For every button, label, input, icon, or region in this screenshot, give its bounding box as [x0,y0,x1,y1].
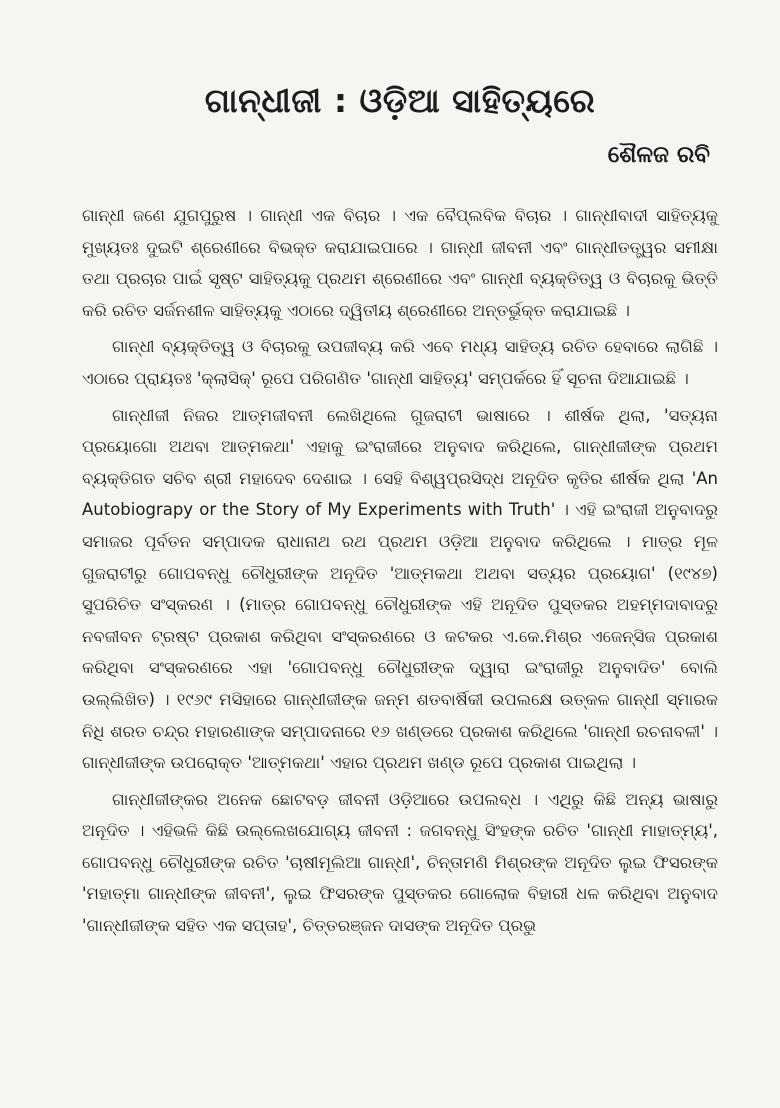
article-author: ଶୈଳଜ ରବି [607,142,710,168]
article-title: ଗାନ୍ଧୀଜୀ : ଓଡ଼ିଆ ସାହିତ୍ୟରେ [204,81,596,120]
paragraph: ଗାନ୍ଧୀ ଜଣେ ଯୁଗପୁରୁଷ । ଗାନ୍ଧୀ ଏକ ବିଚାର । ଏକ ବୈପ୍ଲବିକ ବିଚାର । ଗାନ୍ଧୀବାଦୀ ସାହିତ୍ୟକୁ ମୁଖ୍ୟତଃ ଦୁଇଟି ଶ୍ରେଣୀରେ ବିଭକ୍ତ କରାଯାଇପାରେ । ଗାନ୍ଧୀ ଜୀବନୀ ଏବଂ ଗାନ୍ଧୀତତ୍ତ୍ୱର ସମୀକ୍ଷା ତଥା ପ୍ରଚାର ପାଇଁ ସୃଷ୍ଟ ସାହିତ୍ୟକୁ ପ୍ରଥମ ଶ୍ରେଣୀରେ ଏବଂ ଗାନ୍ଧୀ ବ୍ୟକ୍ତିତ୍ୱ ଓ ବିଚାରକୁ ଭିତ୍ତି କରି ରଚିତ ସର୍ଜନଶୀଳ ସାହିତ୍ୟକୁ ଏଠାରେ ଦ୍ୱିତୀୟ ଶ୍ରେଣୀରେ ଅନ୍ତର୍ଭୁକ୍ତ କରାଯାଇଛି । [82,206,718,320]
paragraph: ଗାନ୍ଧୀ ବ୍ୟକ୍ତିତ୍ୱ ଓ ବିଚାରକୁ ଉପଜୀବ୍ୟ କରି ଏବେ ମଧ୍ୟ ସାହିତ୍ୟ ରଚିତ ହେବାରେ ଲାଗିଛି । ଏଠାରେ ପ୍ରାୟତଃ 'କ୍ଲାସିକ୍' ରୂପେ ପରିଗଣିତ 'ଗାନ୍ଧୀ ସାହିତ୍ୟ' ସମ୍ପର୍କରେ ହିଁ ସୂଚନା ଦିଆଯାଇଛି । [82,337,718,388]
paragraph: ଗାନ୍ଧୀଜୀଙ୍କର ଅନେକ ଛୋଟବଡ଼ ଜୀବନୀ ଓଡ଼ିଆରେ ଉପଲବ୍ଧ । ଏଥିରୁ କିଛି ଅନ୍ୟ ଭାଷାରୁ ଅନୂଦିତ । ଏହିଭଳି କିଛି ଉଲ୍ଲେଖଯୋଗ୍ୟ ଜୀବନୀ : ଜଗବନ୍ଧୁ ସିଂହଙ୍କ ରଚିତ 'ଗାନ୍ଧୀ ମାହାତ୍ମ୍ୟ', ଗୋପବନ୍ଧୁ ଚୌଧୁରୀଙ୍କ ରଚିତ 'ଚାଷୀମୂଲିଆ ଗାନ୍ଧୀ', ଚିନ୍ତାମଣି ମିଶ୍ରଙ୍କ ଅନୂଦିତ ଲୁଇ ଫିସରଙ୍କ 'ମହାତ୍ମା ଗାନ୍ଧୀଙ୍କ ଜୀବନୀ', ଲୁଇ ଫିସରଙ୍କ ପୁସ୍ତକର ଗୋଲୋକ ବିହାରୀ ଧଳ କରିଥିବା ଅନୁବାଦ 'ଗାନ୍ଧୀଜୀଙ୍କ ସହିତ ଏକ ସପ୍ତାହ', ଚିତ୍ତରଞ୍ଜନ ଦାସଙ୍କ ଅନୂଦିତ ପ୍ରଭୁ [82,789,718,936]
paragraph: ଗାନ୍ଧୀଜୀ ନିଜର ଆତ୍ମଜୀବନୀ ଲେଖିଥିଲେ ଗୁଜରାଟୀ ଭାଷାରେ । ଶୀର୍ଷକ ଥିଲା, 'ସତ୍ୟନା ପ୍ରୟୋଗୋ ଅଥବା ଆତ୍ମକଥା' ଏହାକୁ ଇଂରାଜୀରେ ଅନୁବାଦ କରିଥିଲେ, ଗାନ୍ଧୀଜୀଙ୍କ ପ୍ରଥମ ବ୍ୟକ୍ତିଗତ ସଚିବ ଶ୍ରୀ ମହାଦେବ ଦେଶାଇ । ସେହି ବିଶ୍ୱପ୍ରସିଦ୍ଧ ଅନୂଦିତ କୃତିର ଶୀର୍ଷକ ଥିଲା 'An Autobiograpy or the Story of My Experiments with Truth' । ଏହି ଇଂରାଜୀ ଅନୁବାଦରୁ ସମାଜର ପୂର୍ବତନ ସମ୍ପାଦକ ରାଧାନାଥ ରଥ ପ୍ରଥମ ଓଡ଼ିଆ ଅନୁବାଦ କରିଥିଲେ । ମାତ୍ର ମୂଳ ଗୁଜରାଟୀରୁ ଗୋପବନ୍ଧୁ ଚୌଧୁରୀଙ୍କ ଅନୂଦିତ 'ଆତ୍ମକଥା ଅଥବା ସତ୍ୟର ପ୍ରୟୋଗ' (୧୯୪୭) ସୁପରିଚିତ ସଂସ୍କରଣ । (ମାତ୍ର ଗୋପବନ୍ଧୁ ଚୌଧୁରୀଙ୍କ ଏହି ଅନୂଦିତ ପୁସ୍ତକର ଅହମ୍ମଦାବାଦରୁ ନବଜୀବନ ଟ୍ରଷ୍ଟ ପ୍ରକାଶ କରିଥିବା ସଂସ୍କରଣରେ ଓ କଟକର ଏ.କେ.ମିଶ୍ର ଏଜେନ୍ସିଜ ପ୍ରକାଶ କରିଥିବା ସଂସ୍କରଣରେ ଏହା 'ଗୋପବନ୍ଧୁ ଚୌଧୁରୀଙ୍କ ଦ୍ୱାରା ଇଂରାଜୀରୁ ଅନୁବାଦିତ' ବୋଲି ଉଲ୍ଲିଖିତ) । ୧୯୬୯ ମସିହାରେ ଗାନ୍ଧୀଜୀଙ୍କ ଜନ୍ମ ଶତବାର୍ଷିକୀ ଉପଲକ୍ଷେ ଉତ୍କଳ ଗାନ୍ଧୀ ସ୍ମାରକ ନିଧି ଶରତ ଚନ୍ଦ୍ର ମହାରଣାଙ୍କ ସମ୍ପାଦନାରେ ୧୬ ଖଣ୍ଡରେ ପ୍ରକାଶ କରିଥିଲେ 'ଗାନ୍ଧୀ ରଚନାବଳୀ' । ଗାନ୍ଧୀଜୀଙ୍କ ଉପରୋକ୍ତ 'ଆତ୍ମକଥା' ଏହାର ପ୍ରଥମ ଖଣ୍ଡ ରୂପେ ପ୍ରକାଶ ପାଇଥିଲା । [82,405,718,773]
